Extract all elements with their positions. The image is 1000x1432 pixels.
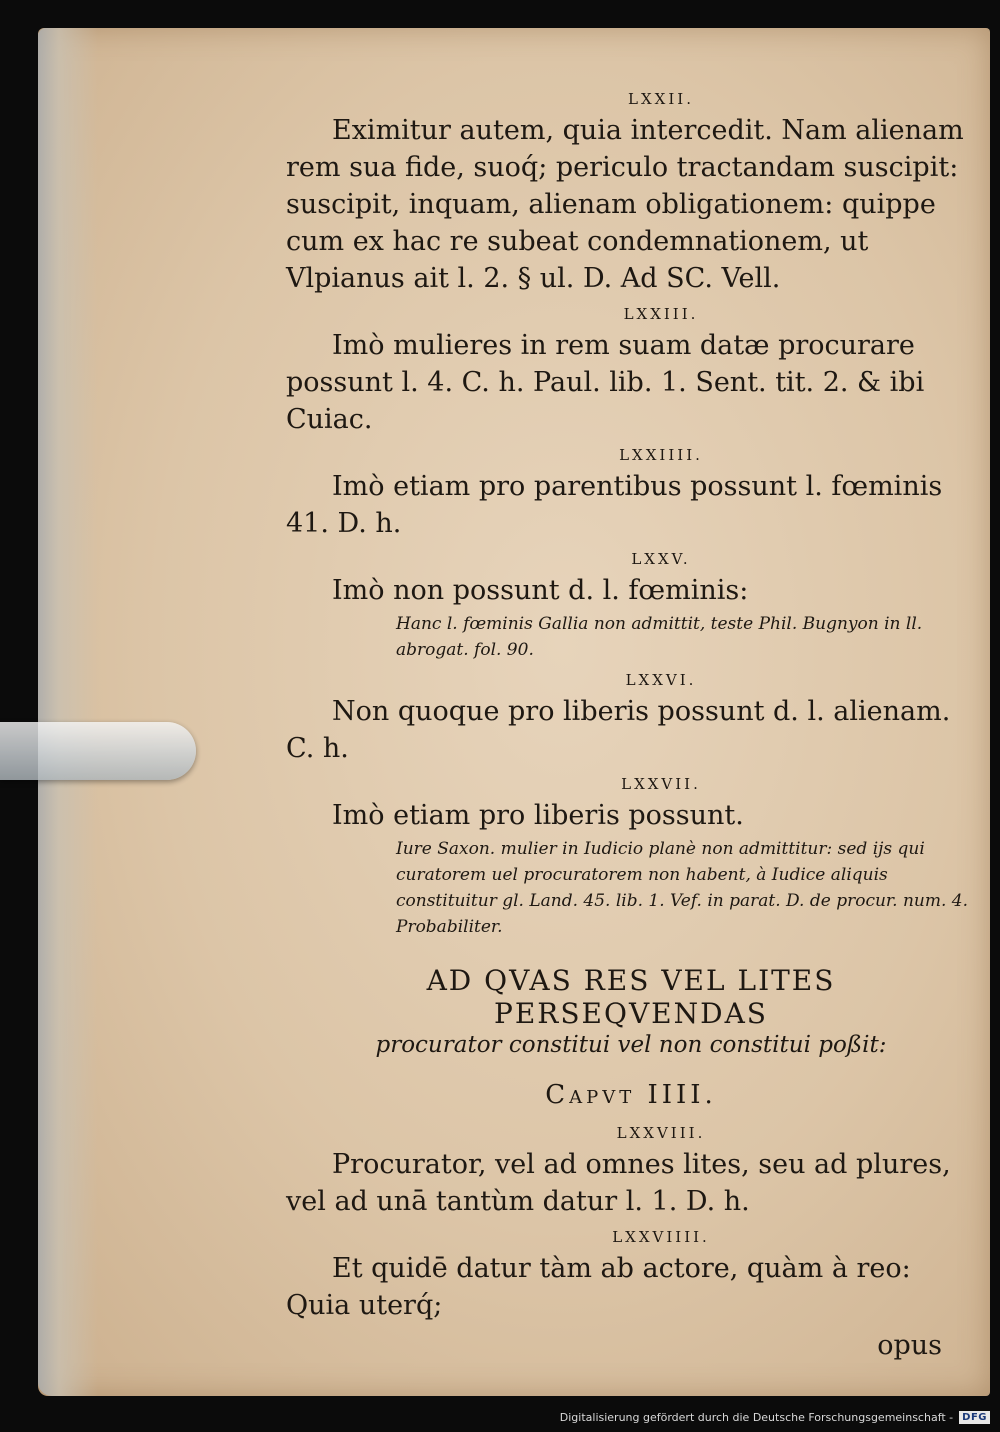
section-number: LXXIIII. (619, 446, 703, 464)
page-edge (38, 28, 98, 1396)
chapter-heading: AD QVAS RES VEL LITES PERSEQVENDAS (426, 964, 836, 1030)
chapter-subheading: procurator constitui vel non constitui poßit: (375, 1032, 887, 1058)
section-number: LXXVIIII. (612, 1228, 710, 1246)
section-text: Procurator, vel ad omnes lites, seu ad plures, vel ad unā tantùm datur l. 1. D. h. (286, 1149, 951, 1217)
section-text: Et quidē datur tàm ab actore, quàm à reo: Quia uterq́; (286, 1253, 911, 1321)
page-text (286, 82, 976, 1361)
section-text: Non quoque pro liberis possunt d. l. alienam. C. h. (286, 696, 951, 764)
footer-text: Digitalisierung gefördert durch die Deutsche Forschungsgemeinschaft - (559, 1411, 954, 1424)
section-number: LXXV. (631, 550, 691, 568)
section-number: LXXVI. (625, 671, 697, 689)
section-note: Hanc l. fœminis Gallia non admittit, teste Phil. Bugnyon in ll. abrogat. fol. 90. (396, 614, 923, 660)
section-text: Imò mulieres in rem suam datæ procurare possunt l. 4. C. h. Paul. lib. 1. Sent. tit. 2. & ibi Cuiac. (286, 330, 925, 435)
section-number: LXXVIII. (616, 1124, 706, 1142)
section-number: LXXVII. (621, 775, 701, 793)
section-number: LXXIII. (623, 305, 699, 323)
section-number: LXXII. (628, 90, 694, 108)
page-clip (0, 722, 196, 780)
catchword: opus (877, 1330, 942, 1361)
section-text: Imò etiam pro liberis possunt. (332, 800, 744, 831)
section-text: Eximitur autem, quia intercedit. Nam alienam rem sua fide, suoq́; periculo tractandam suscipit: suscipit, inquam, alienam obligationem: quippe cum ex hac re subeat condemnationem, ut Vlpianus ait l. 2. § ul. D. Ad SC. Vell. (286, 115, 964, 294)
chapter-caput: Capvt IIII. (545, 1080, 717, 1110)
section-note: Iure Saxon. mulier in Iudicio planè non admittitur: sed ijs qui curatorem uel procuratorem non habent, à Iudice aliquis constituitur gl. Land. 45. lib. 1. Vef. in parat. D. de procur. num. 4. Probabiliter. (396, 839, 969, 937)
footer-credit (560, 1411, 990, 1424)
section-text: Imò etiam pro parentibus possunt l. fœminis 41. D. h. (286, 471, 943, 539)
dfg-logo: DFG (959, 1411, 990, 1424)
section-text: Imò non possunt d. l. fœminis: (332, 575, 749, 606)
